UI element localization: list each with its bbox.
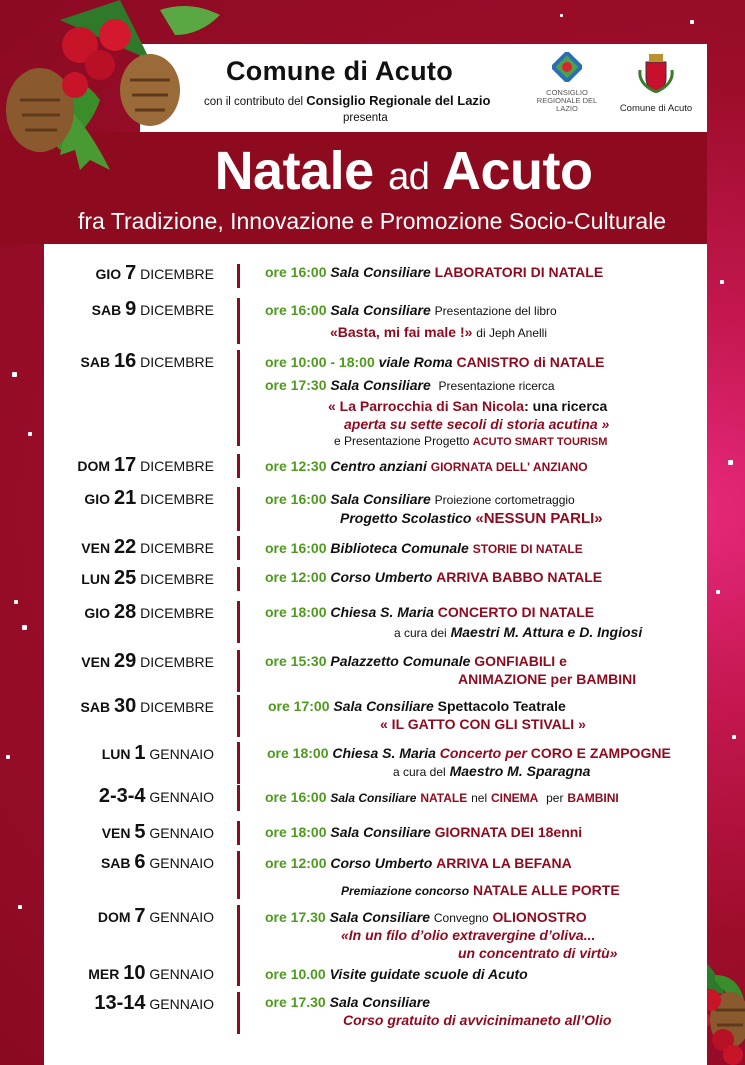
event-line: ore 18:00 Chiesa S. Maria CONCERTO DI NATALE bbox=[265, 604, 595, 620]
divider bbox=[237, 851, 240, 899]
divider bbox=[237, 695, 240, 737]
event-line: ore 16:00 Sala Consiliare LABORATORI DI NATALE bbox=[265, 264, 604, 280]
snow-dot bbox=[728, 460, 733, 465]
event-date: 2-3-4 GENNAIO bbox=[98, 785, 214, 807]
snow-dot bbox=[716, 590, 720, 594]
event-line-5: e Presentazione Progetto ACUTO SMART TOURISM bbox=[334, 434, 608, 448]
pinecone-holly-decoration-icon bbox=[0, 0, 230, 200]
event-date: MER 10 GENNAIO bbox=[88, 962, 214, 984]
event-date: SAB 9 DICEMBRE bbox=[91, 298, 214, 320]
snow-dot bbox=[12, 372, 17, 377]
comune-logo-text: Comune di Acuto bbox=[619, 103, 693, 114]
divider bbox=[237, 821, 240, 845]
event-line-2: Corso gratuito di avvicinimaneto all’Olio bbox=[343, 1012, 612, 1028]
banner-title-natale: Natale bbox=[214, 141, 374, 201]
snow-dot bbox=[6, 755, 10, 759]
banner-title-ad: ad bbox=[388, 156, 430, 198]
event-line: ore 10:00 - 18:00 viale Roma CANISTRO di NATALE bbox=[265, 354, 605, 370]
divider bbox=[237, 992, 240, 1034]
event-line-3: « La Parrocchia di San Nicola: una ricerca bbox=[328, 398, 608, 414]
event-line: ore 16:00 Sala Consiliare Proiezione cortometraggio bbox=[265, 491, 575, 507]
snow-dot bbox=[720, 280, 724, 284]
event-line: ore 16:00 Biblioteca Comunale STORIE DI NATALE bbox=[265, 540, 583, 556]
divider bbox=[237, 350, 240, 446]
event-date: DOM 17 DICEMBRE bbox=[77, 454, 214, 476]
regione-emblem-icon bbox=[552, 52, 582, 82]
event-date: VEN 29 DICEMBRE bbox=[81, 650, 214, 672]
event-date: 13-14 GENNAIO bbox=[94, 992, 214, 1014]
snow-dot bbox=[14, 600, 18, 604]
event-date: SAB 30 DICEMBRE bbox=[80, 695, 214, 717]
event-line: ore 16:00 Sala Consiliare NATALE nel CINEMA per BAMBINI bbox=[265, 789, 619, 805]
event-line-2: a cura dei Maestri M. Attura e D. Ingiosi bbox=[394, 624, 643, 640]
event-line: ore 12:00 Corso Umberto ARRIVA LA BEFANA bbox=[265, 855, 572, 871]
event-date: LUN 25 DICEMBRE bbox=[81, 567, 214, 589]
event-line: ore 18:00 Sala Consiliare GIORNATA DEI 18enni bbox=[265, 824, 583, 840]
snow-dot bbox=[732, 735, 736, 739]
event-line-2: a cura del Maestro M. Sparagna bbox=[393, 763, 591, 779]
divider bbox=[237, 298, 240, 344]
event-line: ore 17:00 Sala Consiliare Spettacolo Teatrale bbox=[268, 698, 566, 714]
header-presents: presenta bbox=[343, 112, 388, 124]
divider bbox=[237, 650, 240, 692]
snow-dot bbox=[690, 20, 694, 24]
snow-dot bbox=[560, 14, 563, 17]
event-line-2: «In un filo d’olio extravergine d’oliva... bbox=[341, 927, 596, 943]
event-date: LUN 1 GENNAIO bbox=[101, 742, 214, 764]
header-subtitle bbox=[204, 93, 490, 108]
divider bbox=[237, 487, 240, 531]
event-line-2: «Basta, mi fai male !» di Jeph Anelli bbox=[330, 324, 548, 340]
divider bbox=[237, 264, 240, 288]
divider bbox=[237, 454, 240, 478]
divider bbox=[237, 905, 240, 965]
comune-logo bbox=[616, 52, 696, 114]
event-date: VEN 5 GENNAIO bbox=[101, 821, 214, 843]
divider bbox=[237, 536, 240, 560]
event-date: GIO 21 DICEMBRE bbox=[84, 487, 214, 509]
event-date: GIO 7 DICEMBRE bbox=[95, 262, 214, 284]
event-line: ore 16:00 Sala Consiliare Presentazione del libro bbox=[265, 302, 557, 318]
event-schedule bbox=[44, 244, 707, 1065]
event-line: ore 17.30 Sala Consiliare bbox=[265, 994, 430, 1010]
event-line: ore 18:00 Chiesa S. Maria Concerto per CORO E ZAMPOGNE bbox=[267, 745, 671, 761]
event-line: ore 12:30 Centro anziani GIORNATA DELL' ANZIANO bbox=[265, 458, 588, 474]
subtitle-prefix: con il contributo del bbox=[204, 96, 304, 108]
event-line-2: ore 17:30 Sala Consiliare Presentazione ricerca bbox=[265, 377, 555, 393]
event-line-2: « IL GATTO CON GLI STIVALI » bbox=[380, 716, 586, 732]
banner-title-acuto: Acuto bbox=[441, 141, 593, 201]
event-line-2: Progetto Scolastico «NESSUN PARLI» bbox=[340, 510, 603, 527]
divider bbox=[237, 962, 240, 986]
event-line: ore 12:00 Corso Umberto ARRIVA BABBO NATALE bbox=[265, 569, 603, 585]
event-date: SAB 16 DICEMBRE bbox=[80, 350, 214, 372]
regione-logo-text: CONSIGLIO REGIONALE DEL LAZIO bbox=[536, 88, 598, 113]
snow-dot bbox=[22, 625, 27, 630]
divider bbox=[237, 742, 240, 784]
coat-of-arms-icon bbox=[636, 52, 676, 94]
event-line: ore 17.30 Sala Consiliare Convegno OLIONOSTRO bbox=[265, 909, 587, 925]
divider bbox=[237, 601, 240, 643]
event-date: DOM 7 GENNAIO bbox=[97, 905, 214, 927]
event-date: GIO 28 DICEMBRE bbox=[84, 601, 214, 623]
event-line-4: aperta su sette secoli di storia acutina » bbox=[344, 416, 610, 432]
event-date: SAB 6 GENNAIO bbox=[100, 851, 214, 873]
divider bbox=[237, 567, 240, 591]
banner-subtitle: fra Tradizione, Innovazione e Promozione Socio-Culturale bbox=[78, 208, 667, 234]
header-title: Comune di Acuto bbox=[226, 56, 453, 86]
event-line-2: Premiazione concorso NATALE ALLE PORTE bbox=[341, 882, 620, 898]
subtitle-bold: Consiglio Regionale del Lazio bbox=[306, 93, 491, 108]
divider bbox=[237, 785, 240, 811]
event-line-2: ANIMAZIONE per BAMBINI bbox=[458, 671, 637, 687]
regione-logo bbox=[534, 52, 600, 113]
event-line: ore 15:30 Palazzetto Comunale GONFIABILI e bbox=[265, 653, 567, 669]
event-line: ore 10.00 Visite guidate scuole di Acuto bbox=[265, 966, 528, 982]
event-date: VEN 22 DICEMBRE bbox=[81, 536, 214, 558]
event-line-3: un concentrato di virtù» bbox=[458, 945, 618, 961]
snow-dot bbox=[28, 432, 32, 436]
snow-dot bbox=[18, 905, 22, 909]
